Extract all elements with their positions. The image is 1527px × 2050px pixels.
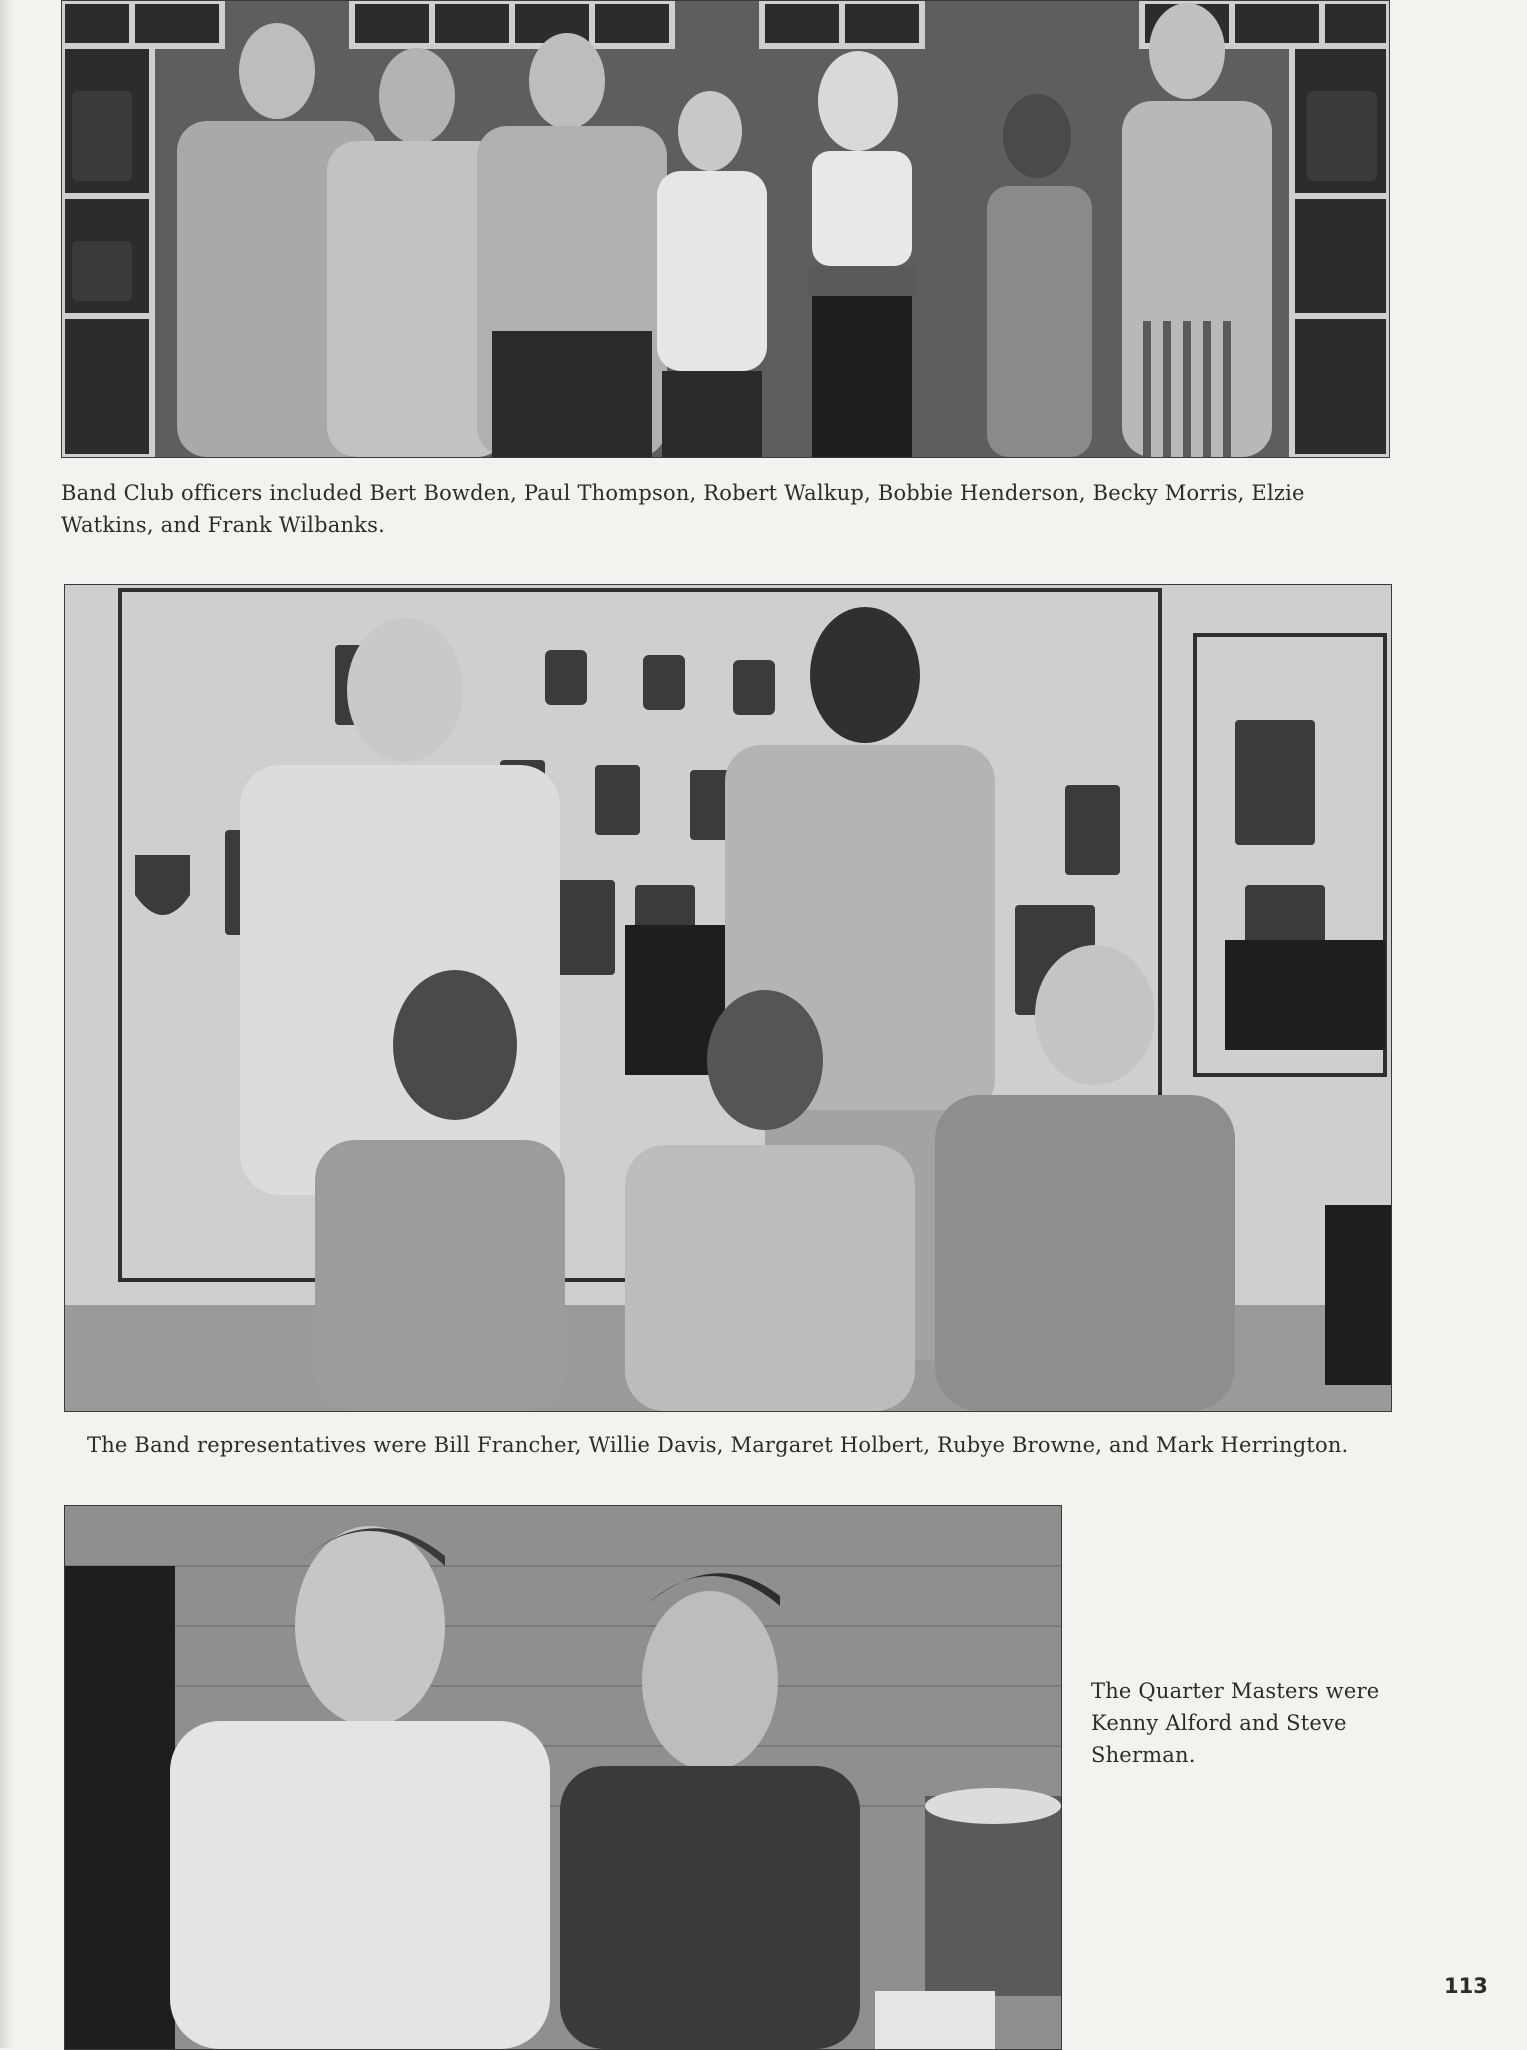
quarter-masters-photo <box>64 1505 1062 2050</box>
quarter-masters-caption: The Quarter Masters were Kenny Alford and Steve Sherman. <box>1091 1679 1380 1767</box>
band-representatives-photo <box>64 584 1392 1412</box>
band-club-officers-photo <box>61 0 1390 458</box>
page-number: 113 <box>1444 1974 1488 1998</box>
page-edge <box>0 0 14 2048</box>
band-club-officers-caption: Band Club officers included Bert Bowden, Paul Thompson, Robert Walkup, Bobbie Henderson, Becky Morris, Elzie Watkins, and Frank Wilbanks. <box>61 481 1305 537</box>
band-representatives-caption: The Band representatives were Bill Francher, Willie Davis, Margaret Holbert, Rubye Browne, and Mark Herrington. <box>87 1433 1349 1457</box>
